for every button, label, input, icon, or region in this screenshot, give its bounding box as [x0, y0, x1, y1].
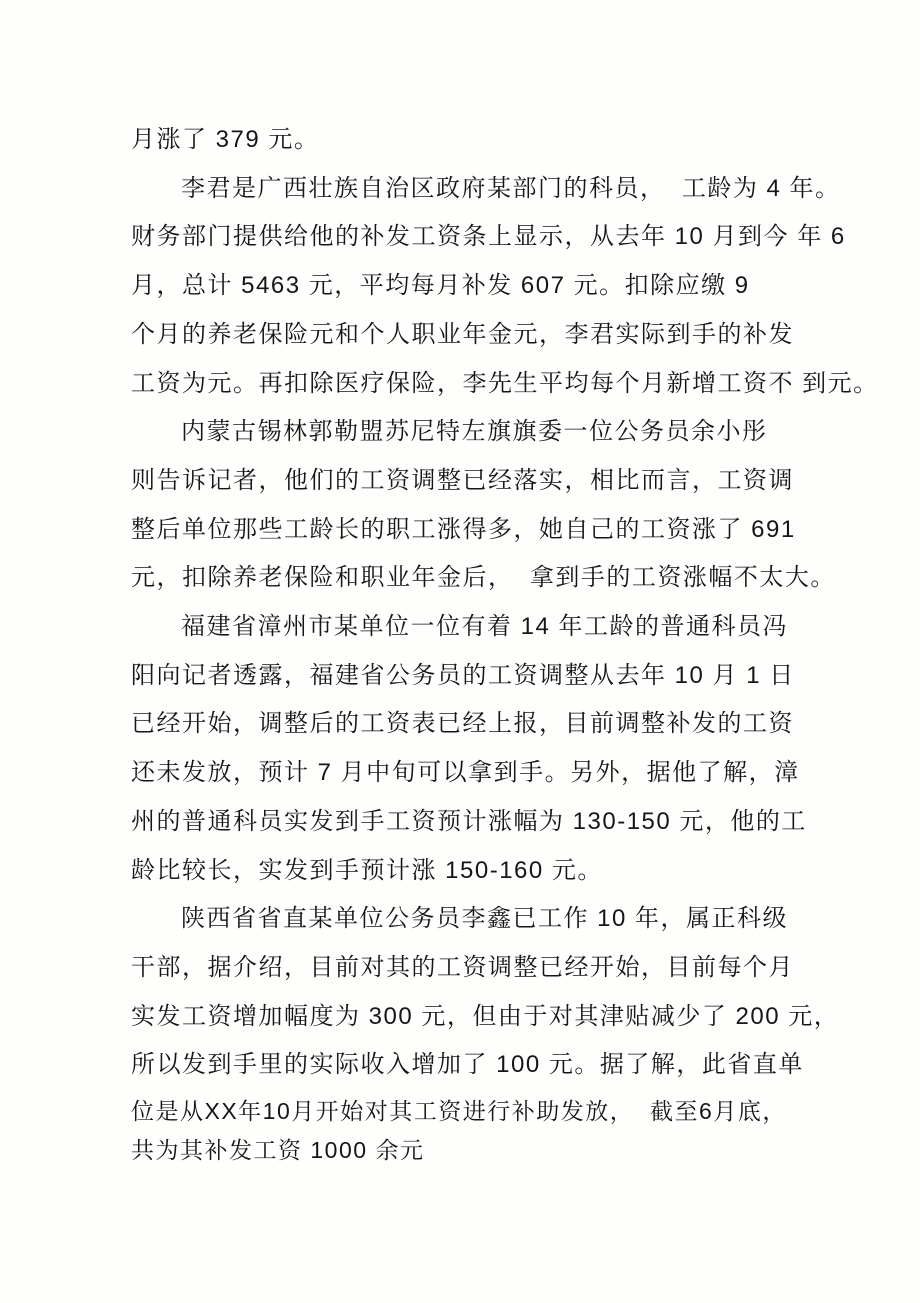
text-line: 整后单位那些工龄长的职工涨得多，她自己的工资涨了 691: [131, 515, 796, 543]
text-line: 所以发到手里的实际收入增加了 100 元。据了解，此省直单: [131, 1051, 804, 1079]
text-line: 还未发放，预计 7 月中旬可以拿到手。另外，据他了解，漳: [131, 759, 800, 787]
text-line: 则告诉记者，他们的工资调整已经落实，相比而言，工资调: [131, 466, 794, 494]
text-line: 月涨了 379 元。: [131, 126, 320, 153]
text-line: 共为其补发工资 1000 余元: [131, 1137, 425, 1164]
document-text-block: [131, 116, 879, 1168]
text-line: 阳向记者透露，福建省公务员的工资调整从去年 10 月 1 日: [131, 661, 795, 689]
text-line: 位是从XX年10月开始对其工资进行补助发放， 截至6月底，: [131, 1098, 787, 1125]
text-line: 已经开始，调整后的工资表已经上报，目前调整补发的工资: [131, 710, 794, 738]
text-line: 元，扣除养老保险和职业年金后， 拿到手的工资涨幅不太大。: [131, 564, 836, 592]
text-line: 干部，据介绍，目前对其的工资调整已经开始，目前每个月: [131, 953, 794, 981]
text-line-paragraph-start: 李君是广西壮族自治区政府某部门的科员， 工龄为 4 年。: [181, 174, 841, 202]
text-line: 月，总计 5463 元，平均每月补发 607 元。扣除应缴 9: [131, 272, 750, 300]
text-line-paragraph-start: 陕西省省直某单位公务员李鑫已工作 10 年，属正科级: [181, 905, 789, 933]
text-line-paragraph-start: 福建省漳州市某单位一位有着 14 年工龄的普通科员冯: [181, 613, 789, 641]
text-line: 龄比较长，实发到手预计涨 150-160 元。: [131, 856, 603, 884]
text-line: 工资为元。再扣除医疗保险，李先生平均每个月新增工资不 到元。: [131, 369, 879, 397]
text-line-paragraph-start: 内蒙古锡林郭勒盟苏尼特左旗旗委一位公务员余小彤: [181, 418, 768, 446]
text-line: 财务部门提供给他的补发工资条上显示，从去年 10 月到今 年 6: [131, 223, 846, 251]
text-line: 实发工资增加幅度为 300 元，但由于对其津贴减少了 200 元，: [131, 1002, 840, 1030]
text-line: 个月的养老保险元和个人职业年金元，李君实际到手的补发: [131, 320, 794, 348]
text-line: 州的普通科员实发到手工资预计涨幅为 130-150 元，他的工: [131, 807, 807, 835]
